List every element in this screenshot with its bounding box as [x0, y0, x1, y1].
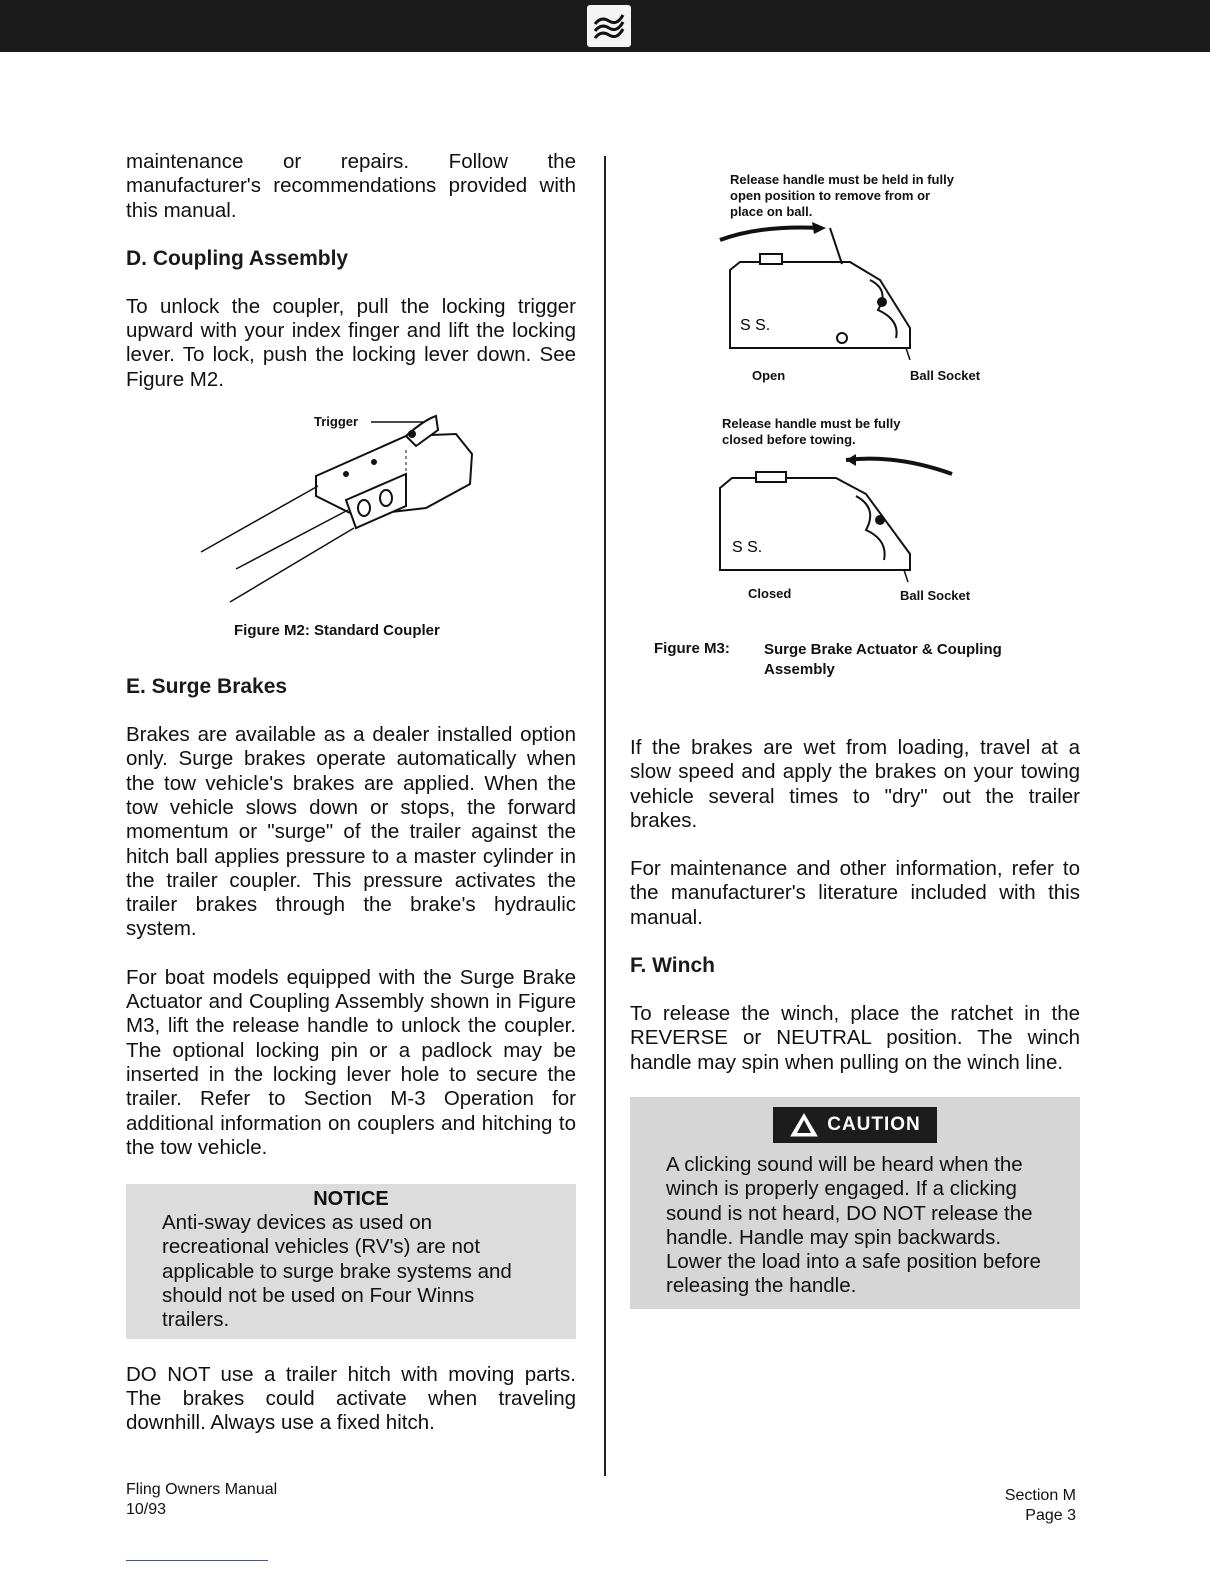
- notice-text: Anti-sway devices as used on recreational vehicles (RV's) are not applicable to surge brake systems and should not be used on Four Winns trailers.: [162, 1211, 512, 1332]
- waves-logo-icon: [587, 5, 631, 47]
- intro-paragraph: maintenance or repairs. Follow the manufacturer's recommendations provided with this manual.: [126, 150, 576, 222]
- left-column: [126, 150, 576, 1436]
- caution-box: [630, 1097, 1080, 1309]
- header-bar: [0, 0, 1210, 52]
- section-e-paragraph-2: For boat models equipped with the Surge Brake Actuator and Coupling Assembly shown in Figure M3, lift the release handle to unlock the coupler. The optional locking pin or a padlock may be inserted in the locking lever hole to secure the trailer. Refer to Section M-3 Operation for additional information on couplers and hitching to the tow vehicle.: [126, 965, 576, 1159]
- section-d-heading: D. Coupling Assembly: [126, 246, 349, 270]
- warning-triangle-icon: [789, 1112, 819, 1138]
- standard-coupler-drawing: [126, 404, 576, 624]
- figure-m3-caption-label: Figure M3:: [654, 640, 730, 657]
- caution-text: A clicking sound will be heard when the winch is properly engaged. If a clicking sound is not heard, DO NOT release the handle. Handle may spin backwards. Lower the load into a safe position before releasing the handle.: [666, 1152, 1041, 1298]
- closed-note: Release handle must be fully closed before towing.: [722, 416, 901, 447]
- actuator-closed-drawing: [706, 448, 1026, 588]
- figure-m3-caption-text: Surge Brake Actuator & Coupling Assembly: [764, 641, 1002, 678]
- maintenance-paragraph: For maintenance and other information, refer to the manufacturer's literature included with this manual.: [630, 857, 1080, 929]
- column-divider: [604, 156, 606, 1476]
- svg-text:S S.: S S.: [740, 317, 771, 334]
- footer-section: Section M: [1004, 1487, 1076, 1504]
- section-f-heading: F. Winch: [630, 954, 715, 978]
- open-label: Open: [752, 368, 786, 383]
- closing-paragraph: DO NOT use a trailer hitch with moving parts. The brakes could activate when traveling downhill. Always use a fixed hitch.: [126, 1362, 576, 1435]
- footer-manual-title: Fling Owners Manual: [126, 1481, 278, 1498]
- caution-badge: [773, 1107, 937, 1143]
- footer-rule: [126, 1560, 268, 1561]
- section-e-paragraph-1: Brakes are available as a dealer installed option only. Surge brakes operate automatically when the tow vehicle's brakes are applied. When the tow vehicle slows down or stops, the forward momentum or "surge" of the trailer against the hitch ball applies pressure to a master cylinder in the trailer coupler. This pressure activates the trailer brakes through the brake's hydraulic system.: [126, 723, 576, 941]
- actuator-open-drawing: [710, 220, 1030, 360]
- section-e-heading: E. Surge Brakes: [126, 675, 288, 699]
- footer-left: [126, 1480, 277, 1520]
- figure-m2: [126, 404, 576, 659]
- ball-socket-label-1: Ball Socket: [910, 368, 981, 383]
- notice-box: [126, 1184, 576, 1338]
- wet-brakes-paragraph: If the brakes are wet from loading, travel at a slow speed and apply the brakes on your towing vehicle several times to "dry" out the trailer brakes.: [630, 736, 1080, 832]
- notice-title: NOTICE: [313, 1188, 389, 1211]
- closed-label: Closed: [748, 586, 792, 601]
- ball-socket-label-2: Ball Socket: [900, 588, 971, 603]
- footer-page: Page 3: [1025, 1507, 1076, 1524]
- svg-text:S S.: S S.: [732, 539, 763, 556]
- section-f-paragraph: To release the winch, place the ratchet in the REVERSE or NEUTRAL position. The winch handle may spin when pulling on the winch line.: [630, 1002, 1080, 1074]
- trigger-label: Trigger: [314, 414, 359, 430]
- caution-badge-label: CAUTION: [827, 1113, 921, 1135]
- section-d-paragraph: To unlock the coupler, pull the locking trigger upward with your index finger and lift the locking lever. To lock, push the locking lever down. See Figure M2.: [126, 294, 576, 391]
- footer-right: [1005, 1486, 1076, 1526]
- footer-date: 10/93: [126, 1501, 167, 1518]
- figure-m2-caption: Figure M2: Standard Coupler: [234, 622, 440, 640]
- figure-m3: [630, 150, 1080, 690]
- right-column: [630, 150, 1080, 1309]
- open-note: Release handle must be held in fully open position to remove from or place on ball.: [730, 172, 954, 219]
